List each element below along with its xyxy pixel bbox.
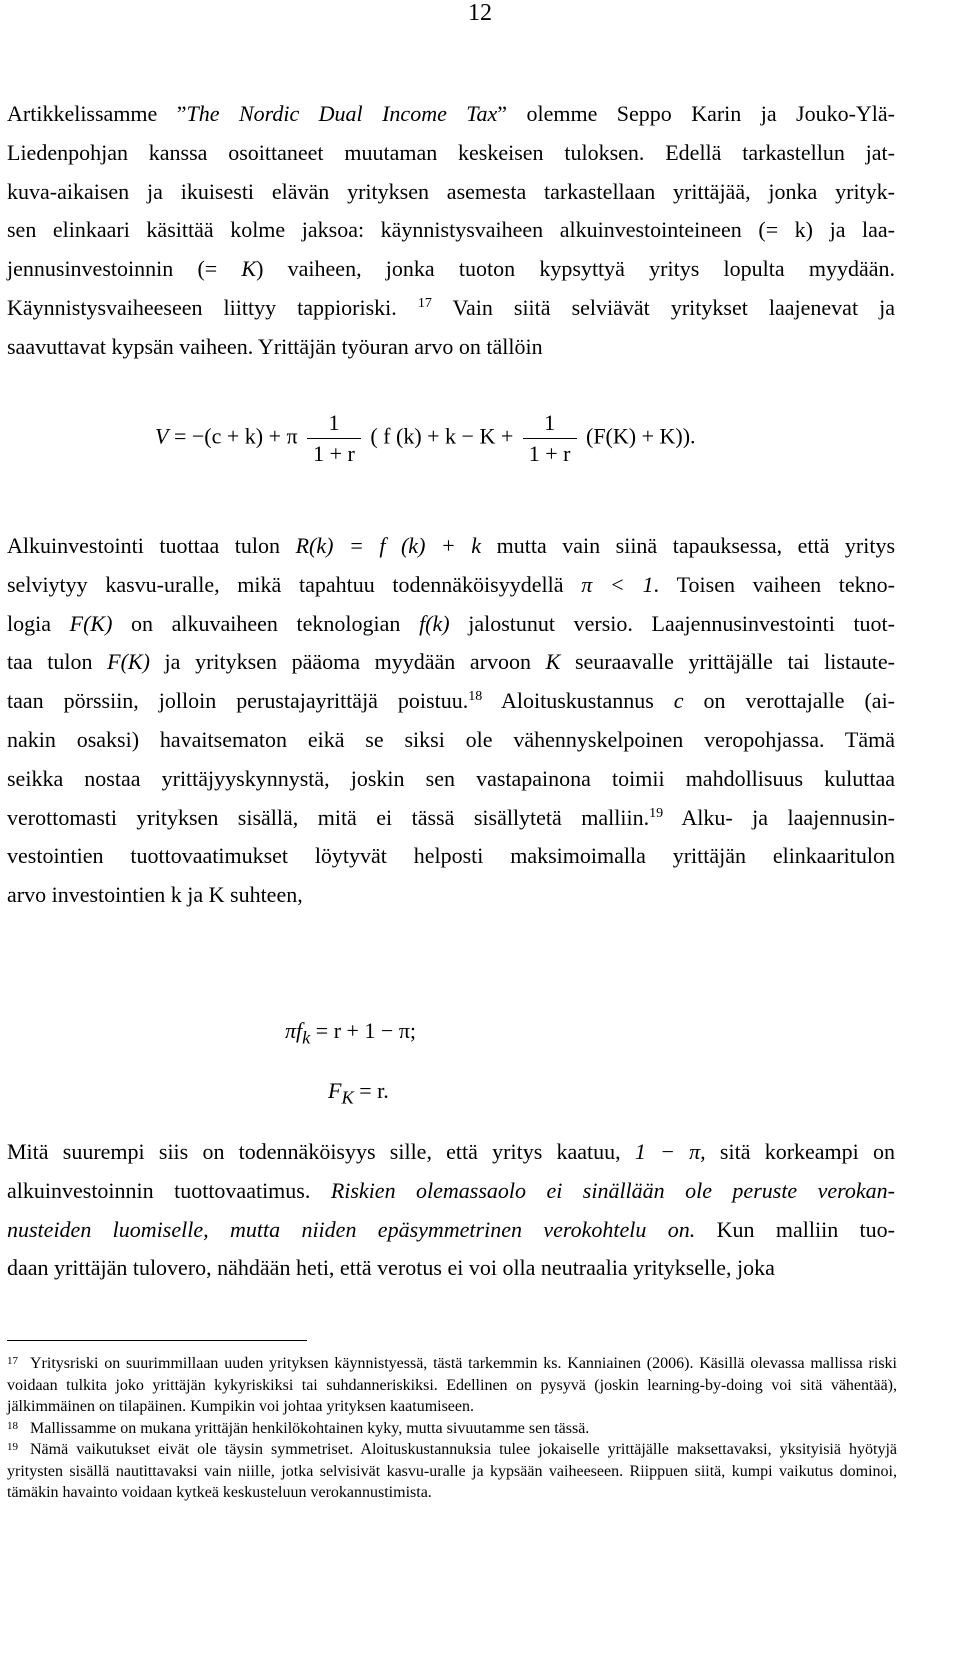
page-number: 12 [468,0,492,26]
eq1-frac2-numerator: 1 [523,410,577,439]
text-line: logia F(K) on alkuvaiheen teknologian f(k) jalostunut versio. Laajennusinvestointi tuot- [7,610,895,636]
italic-text: nusteiden luomiselle, mutta niiden epäsymmetrinen verokohtelu on. [7,1216,696,1242]
eq1-part1: = −(c + k) + π [173,423,298,449]
eq1-frac1-denominator: 1 + r [313,441,355,466]
equation-2 [285,1018,485,1058]
paragraph-1 [7,95,895,367]
eq1-frac1-numerator: 1 [307,410,361,439]
eq1-fraction-1 [307,410,361,467]
footnote-text: Mallissamme on mukana yrittäjän henkilökohtainen kyky, mutta sivuutamme sen tässä. [30,1419,590,1437]
text-line: Alkuinvestointi tuottaa tulon R(k) = f (k) + k mutta vain siinä tapauksessa, että yritys [7,533,896,558]
paragraph-2 [7,527,895,915]
eq1-part3: (F(K) + K)). [586,423,696,449]
text-line: vestointien tuottovaatimukset löytyvät helposti maksimoimalla yrittäjän elinkaaritulon [7,843,895,869]
footnote-number: 17 [7,1355,18,1367]
footnote-reference: 19 [649,805,664,821]
footnotes [7,1353,897,1504]
inline-math: π < 1 [581,571,654,597]
italic-text: c [673,688,684,714]
text-line: Käynnistysvaiheeseen liittyy tappioriski. $^{17}$ Vain siitä selviävät yritykset laajenevat ja [7,294,895,320]
equation-3 [328,1078,448,1118]
footnote-number: 18 [7,1419,18,1432]
text-line: kuva-aikaisen ja ikuisesti elävän yrityksen asemesta tarkastellaan yrittäjää, jonka yrityk- [7,178,895,204]
eq2-rest: = r + 1 − π; [310,1018,417,1043]
italic-text: The Nordic Dual Income Tax [186,101,498,126]
text-line: taan pörssiin, jolloin perustajayrittäjä poistuu.$^{18}$ Aloituskustannus c on verottajalle (ai- [7,688,896,714]
equation-1 [155,410,775,500]
footnote-text: Yritysriski on suurimmillaan uuden yrityksen käynnistyessä, tästä tarkemmin ks. Kanniainen (2006). Käsillä olevassa mallissa riski voidaan tulkita joko yrittäjän kykyriskiksi tai suhdanneriskiksi. Edellinen on pysyvä (joskin learning-by-doing voi sitä vähentää), jälkimmäinen on tilapäinen. Kumpikin voi johtaa yrityksen kaatumiseen. [7,1355,897,1415]
text-line: saavuttavat kypsän vaiheen. Yrittäjän työuran arvo on tällöin [7,333,543,359]
footnote-reference: 18 [468,689,483,705]
text-line: Liedenpohjan kanssa osoittaneet muutaman keskeisen tuloksen. Edellä tarkastellun jat- [7,139,895,165]
footnote-19 [7,1439,897,1504]
text-line: taa tulon F(K) ja yrityksen pääoma myydään arvoon K seuraavalle yrittäjälle tai listaute- [7,649,895,675]
eq3-main: F [328,1078,342,1103]
eq1-frac2-denominator: 1 + r [528,441,571,466]
eq2-main: πf [285,1018,303,1043]
eq1-fraction-2 [523,410,577,467]
footnote-reference: 17 [417,295,432,311]
footnote-text: Nämä vaikutukset eivät ole täysin symmetriset. Aloituskustannuksia tulee jokaiselle yrittäjälle maksettavaksi, yksityisiä hyötyjä yritysten sisällä nautittavaksi vain niille, jotka selvisivät kasvu-uralle ja kypsään vaiheeseen. Riippuen siitä, kumpi vaikutus dominoi, tämäkin havainto voidaan kytkeä keskusteluun verokannustimista. [7,1441,897,1501]
footnote-18 [7,1418,897,1440]
text-line: daan yrittäjän tulovero, nähdään heti, että verotus ei voi olla neutraalia yritykselle, joka [7,1255,775,1281]
eq1-lhs: V [155,423,169,449]
inline-math: 1 − π, [634,1139,706,1164]
italic-text: f(k) [419,610,450,636]
text-line: nakin osaksi) havaitsematon eikä se siksi ole vähennyskelpoinen veropohjassa. Tämä [7,726,895,752]
text-line: Artikkelissamme ”The Nordic Dual Income Tax” olemme Seppo Karin ja Jouko-Ylä- [7,101,895,126]
text-line: seikka nostaa yrittäjyyskynnystä, joskin sen vastapainona toimii mahdollisuus kuluttaa [7,765,895,791]
footnote-17 [7,1353,897,1418]
footnote-divider [7,1340,307,1341]
text-line: selviytyy kasvu-uralle, mikä tapahtuu todennäköisyydellä π < 1. Toisen vaiheen tekno- [7,571,895,597]
text-line: verottomasti yrityksen sisällä, mitä ei tässä sisällytetä malliin.$^{19}$ Alku- ja laajennusin- [7,804,895,830]
text-line: nusteiden luomiselle, mutta niiden epäsymmetrinen verokohtelu on. Kun malliin tuo- [7,1216,895,1242]
inline-math: R(k) = f (k) + k [295,533,482,558]
eq2-subscript: k [302,1027,311,1048]
text-line: arvo investointien k ja K suhteen, [7,882,303,908]
text-line: sen elinkaari käsittää kolme jaksoa: käynnistysvaiheen alkuinvestointeineen (= k) ja laa- [7,217,895,243]
italic-text: Riskien olemassaolo ei sinällään ole peruste verokan- [330,1177,895,1203]
eq1-part2: ( f (k) + k − K + [370,423,514,449]
text-line: Mitä suurempi siis on todennäköisyys sille, että yritys kaatuu, 1 − π, sitä korkeampi on [7,1139,895,1164]
italic-text: K [241,256,257,282]
italic-text: F(K) [69,610,113,636]
italic-text: K [545,649,561,675]
text-line: jennusinvestoinnin (= K) vaiheen, jonka tuoton kypsyttyä yritys lopulta myydään. [7,256,895,282]
italic-text: F(K) [107,649,150,675]
text-line: alkuinvestoinnin tuottovaatimus. Riskien olemassaolo ei sinällään ole peruste verokan- [7,1177,895,1203]
paragraph-3 [7,1133,895,1288]
eq3-subscript: K [341,1087,354,1108]
eq3-rest: = r. [353,1078,389,1103]
footnote-number: 19 [7,1441,18,1453]
